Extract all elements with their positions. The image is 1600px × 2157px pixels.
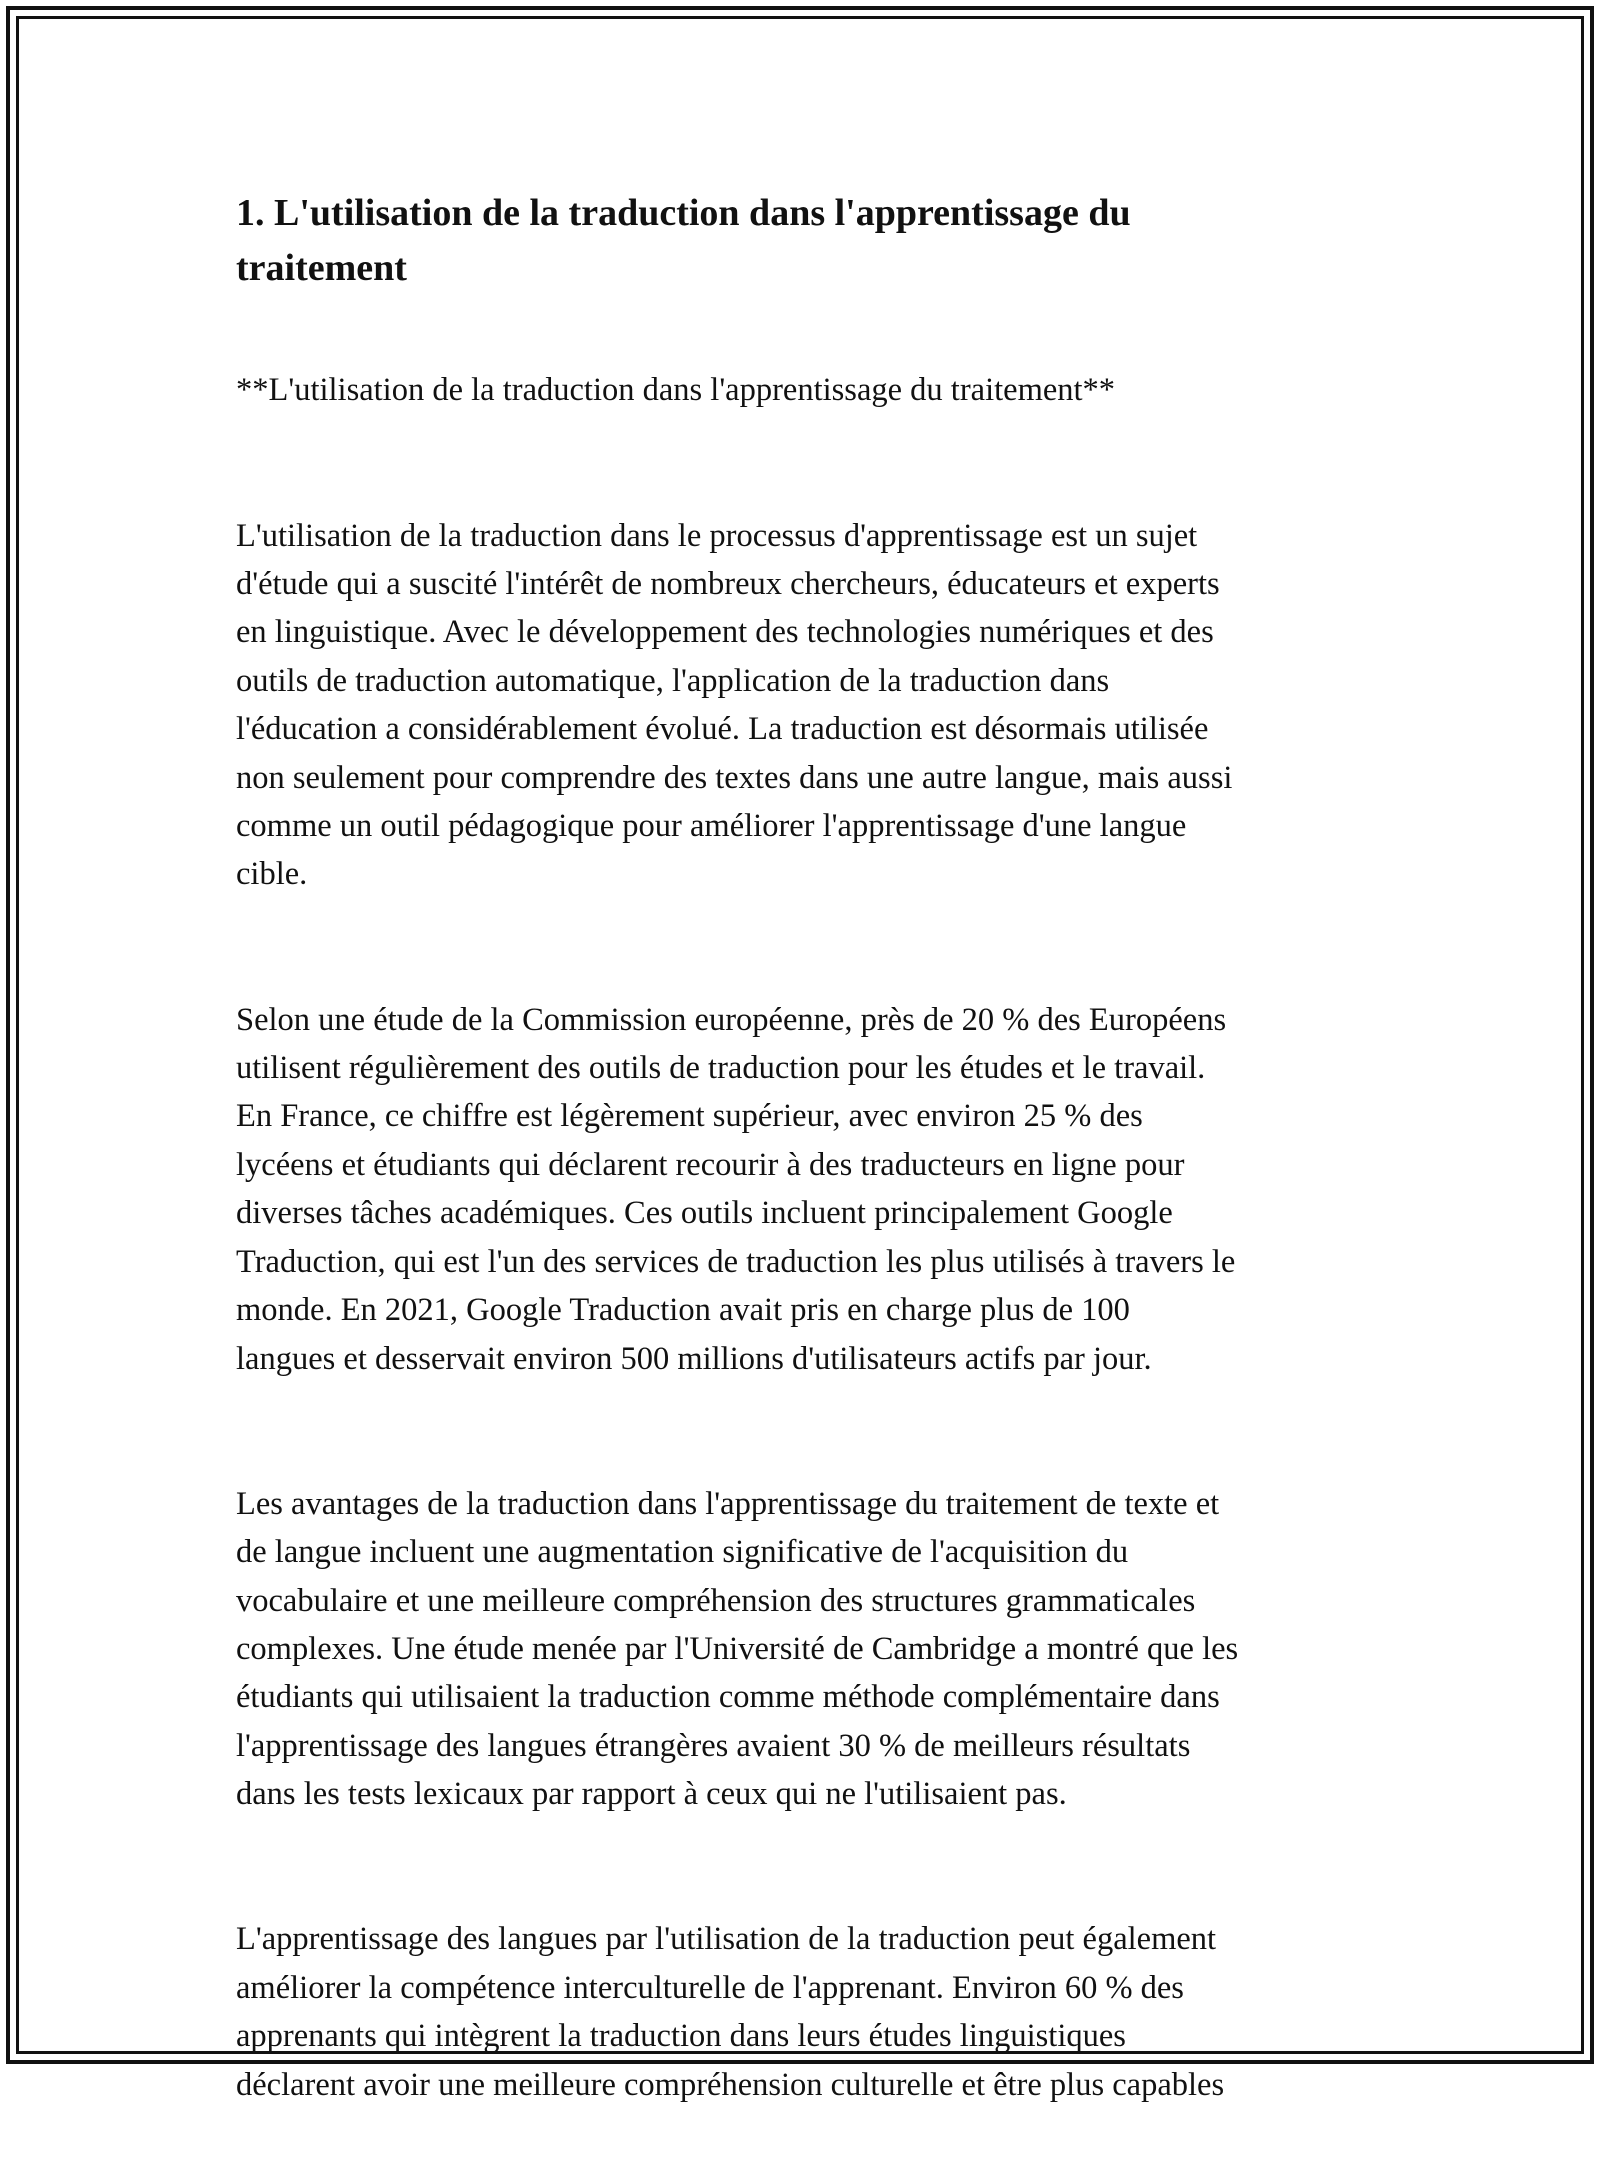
paragraph-subtitle: **L'utilisation de la traduction dans l'apprentissage du traitement** — [236, 372, 1116, 409]
paragraph: L'apprentissage des langues par l'utilisation de la traduction peut également améliorer la compétence interculturelle de l'apprenant. Environ 60 % des apprenants qui intègrent la traduction dans leurs études linguistiques déclarent avoir une meilleure compréhension culturelle et être plus capables — [236, 1921, 1225, 2103]
paragraph: L'utilisation de la traduction dans le processus d'apprentissage est un sujet d'étude qui a suscité l'intérêt de nombreux chercheurs, éducateurs et experts en linguistique. Avec le développement des technologies numériques et des outils de traduction automatique, l'application de la traduction dans l'éducation a considérablement évolué. La traduction est désormais utilisée non seulement pour comprendre des textes dans une autre langue, mais aussi comme un outil pédagogique pour améliorer l'apprentissage d'une langue cible. — [236, 517, 1233, 893]
document-content — [236, 186, 1366, 2157]
paragraph: Selon une étude de la Commission européenne, près de 20 % des Européens utilisent régulièrement des outils de traduction pour les études et le travail. En France, ce chiffre est légèrement supérieur, avec environ 25 % des lycéens et étudiants qui déclarent recourir à des traducteurs en ligne pour diverses tâches académiques. Ces outils incluent principalement Google Traduction, qui est l'un des services de traduction les plus utilisés à travers le monde. En 2021, Google Traduction avait pris en charge plus de 100 langues et desservait environ 500 millions d'utilisateurs actifs par jour. — [236, 1001, 1236, 1377]
section-heading: 1. L'utilisation de la traduction dans l'apprentissage du traitement — [236, 192, 1131, 289]
body-text — [236, 318, 1366, 2157]
paragraph: Les avantages de la traduction dans l'apprentissage du traitement de texte et de langue incluent une augmentation significative de l'acquisition du vocabulaire et une meilleure compréhension des structures grammaticales complexes. Une étude menée par l'Université de Cambridge a montré que les étudiants qui utilisaient la traduction comme méthode complémentaire dans l'apprentissage des langues étrangères avaient 30 % de meilleurs résultats dans les tests lexicaux par rapport à ceux qui ne l'utilisaient pas. — [236, 1485, 1239, 1813]
